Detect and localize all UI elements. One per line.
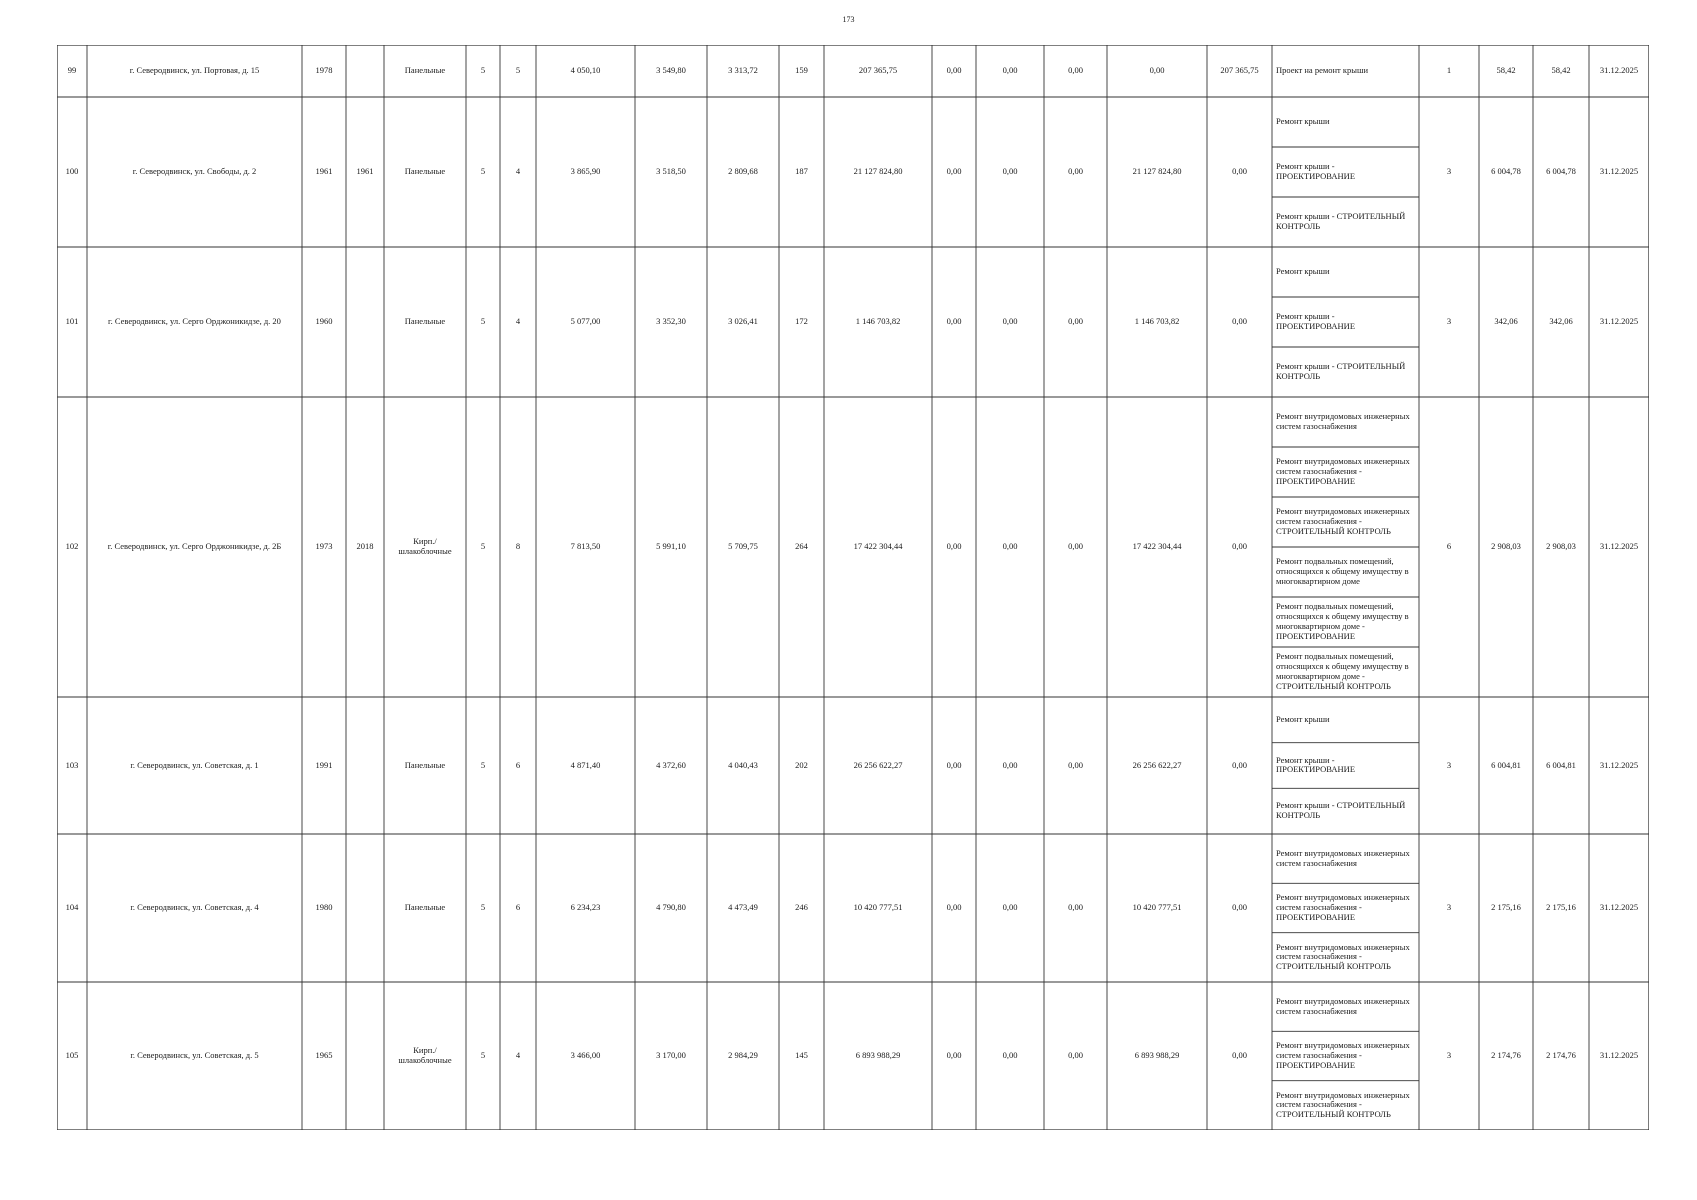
cell-work-item: Ремонт крыши - ПРОЕКТИРОВАНИЕ bbox=[1276, 161, 1356, 181]
cell-limit-cost: 58,42 bbox=[1551, 65, 1571, 76]
cell-area-total: 3 865,90 bbox=[570, 166, 601, 177]
cell-fund1: 0,00 bbox=[946, 1050, 962, 1061]
cell-unit-cost: 6 004,81 bbox=[1491, 759, 1521, 770]
cell-work-item: Ремонт внутридомовых инженерных систем газоснабжения - СТРОИТЕЛЬНЫЙ КОНТРОЛЬ bbox=[1276, 506, 1410, 536]
cell-work-item: Ремонт внутридомовых инженерных систем газоснабжения - ПРОЕКТИРОВАНИЕ bbox=[1276, 892, 1410, 922]
cell-year-built: 1961 bbox=[315, 166, 333, 177]
cell-address: г. Северодвинск, ул. Серго Орджоникидзе, д. 2Б bbox=[107, 541, 282, 552]
cell-fund4: 10 420 777,51 bbox=[1132, 902, 1182, 913]
cell-floors: 5 bbox=[480, 541, 486, 552]
cell-fund5: 207 365,75 bbox=[1220, 65, 1259, 76]
cell-year-built: 1980 bbox=[315, 902, 333, 913]
cell-fund3: 0,00 bbox=[1068, 541, 1083, 552]
cell-floors: 5 bbox=[480, 1050, 486, 1061]
cell-year-built: 1973 bbox=[315, 541, 333, 552]
cell-fund3: 0,00 bbox=[1068, 316, 1083, 327]
cell-area-total: 6 234,23 bbox=[570, 902, 601, 913]
cell-fund1: 0,00 bbox=[946, 166, 962, 177]
cell-fund3: 0,00 bbox=[1068, 166, 1083, 177]
cell-area-total: 5 077,00 bbox=[570, 316, 601, 327]
cell-fund4: 21 127 824,80 bbox=[1132, 166, 1182, 177]
cell-residents: 202 bbox=[795, 759, 808, 770]
cell-work-item: Ремонт внутридомовых инженерных систем газоснабжения bbox=[1276, 411, 1410, 431]
cell-cost-total: 17 422 304,44 bbox=[853, 541, 903, 552]
cell-fund3: 0,00 bbox=[1068, 759, 1083, 770]
cell-year-overhaul bbox=[346, 834, 384, 982]
cell-walls: Панельные bbox=[404, 166, 446, 177]
cell-fund4: 1 146 703,82 bbox=[1134, 316, 1180, 327]
cell-address: г. Северодвинск, ул. Советская, д. 5 bbox=[130, 1050, 259, 1061]
cell-deadline: 31.12.2025 bbox=[1599, 1050, 1639, 1061]
cell-area-total2: 3 549,80 bbox=[656, 65, 686, 76]
cell-fund5: 0,00 bbox=[1232, 759, 1247, 770]
cell-fund3: 0,00 bbox=[1068, 902, 1083, 913]
cell-work-count: 3 bbox=[1446, 902, 1452, 913]
cell-num: 104 bbox=[65, 902, 79, 913]
cell-area-living: 5 709,75 bbox=[728, 541, 758, 552]
cell-num: 105 bbox=[65, 1050, 79, 1061]
cell-work-item: Проект на ремонт крыши bbox=[1276, 65, 1369, 76]
cell-unit-cost: 6 004,78 bbox=[1491, 166, 1521, 177]
cell-residents: 145 bbox=[795, 1050, 808, 1061]
cell-year-overhaul: 1961 bbox=[356, 166, 374, 177]
cell-unit-cost: 2 175,16 bbox=[1491, 902, 1521, 913]
cell-address: г. Северодвинск, ул. Свободы, д. 2 bbox=[132, 166, 257, 177]
cell-deadline: 31.12.2025 bbox=[1599, 316, 1639, 327]
cell-area-total: 7 813,50 bbox=[570, 541, 601, 552]
cell-walls: Панельные bbox=[404, 759, 446, 770]
cell-work-item: Ремонт крыши bbox=[1276, 266, 1330, 277]
cell-year-built: 1978 bbox=[315, 65, 333, 76]
cell-deadline: 31.12.2025 bbox=[1599, 65, 1639, 76]
cell-area-living: 3 026,41 bbox=[728, 316, 758, 327]
cell-area-total2: 5 991,10 bbox=[656, 541, 686, 552]
cell-walls: Панельные bbox=[404, 65, 446, 76]
cell-fund1: 0,00 bbox=[946, 902, 962, 913]
cell-cost-total: 26 256 622,27 bbox=[853, 759, 903, 770]
cell-entrances: 4 bbox=[515, 166, 521, 177]
cell-fund4: 17 422 304,44 bbox=[1132, 541, 1182, 552]
cell-limit-cost: 2 908,03 bbox=[1546, 541, 1576, 552]
cell-area-total2: 3 518,50 bbox=[656, 166, 686, 177]
cell-work-item: Ремонт подвальных помещений, относящихся к общему имуществу в многоквартирном доме bbox=[1276, 556, 1409, 586]
cell-entrances: 6 bbox=[515, 759, 521, 770]
cell-work-item: Ремонт крыши - СТРОИТЕЛЬНЫЙ КОНТРОЛЬ bbox=[1276, 211, 1406, 231]
cell-fund2: 0,00 bbox=[1002, 902, 1018, 913]
capital-repair-table bbox=[57, 45, 1649, 1130]
cell-fund5: 0,00 bbox=[1232, 541, 1247, 552]
cell-fund2: 0,00 bbox=[1002, 316, 1018, 327]
cell-area-living: 2 809,68 bbox=[728, 166, 758, 177]
cell-work-item: Ремонт крыши bbox=[1276, 116, 1330, 127]
cell-cost-total: 6 893 988,29 bbox=[855, 1050, 901, 1061]
cell-num: 100 bbox=[65, 166, 79, 177]
cell-num: 103 bbox=[65, 759, 79, 770]
cell-limit-cost: 342,06 bbox=[1549, 316, 1573, 327]
cell-fund2: 0,00 bbox=[1002, 1050, 1018, 1061]
cell-deadline: 31.12.2025 bbox=[1599, 759, 1639, 770]
cell-walls: Панельные bbox=[404, 316, 446, 327]
cell-work-count: 3 bbox=[1446, 166, 1452, 177]
cell-work-count: 3 bbox=[1446, 1050, 1452, 1061]
cell-area-living: 4 473,49 bbox=[728, 902, 758, 913]
cell-work-item: Ремонт крыши - ПРОЕКТИРОВАНИЕ bbox=[1276, 311, 1356, 331]
cell-area-living: 3 313,72 bbox=[728, 65, 758, 76]
cell-cost-total: 1 146 703,82 bbox=[855, 316, 901, 327]
cell-address: г. Северодвинск, ул. Портовая, д. 15 bbox=[129, 65, 260, 76]
cell-fund4: 0,00 bbox=[1149, 65, 1165, 76]
cell-unit-cost: 2 174,76 bbox=[1491, 1050, 1521, 1061]
cell-address: г. Северодвинск, ул. Советская, д. 4 bbox=[130, 902, 259, 913]
cell-floors: 5 bbox=[480, 65, 486, 76]
cell-floors: 5 bbox=[480, 902, 486, 913]
cell-year-overhaul bbox=[346, 697, 384, 834]
cell-num: 99 bbox=[67, 65, 77, 76]
cell-unit-cost: 342,06 bbox=[1494, 316, 1518, 327]
cell-work-item: Ремонт внутридомовых инженерных систем газоснабжения - ПРОЕКТИРОВАНИЕ bbox=[1276, 1040, 1410, 1070]
cell-work-item: Ремонт крыши - ПРОЕКТИРОВАНИЕ bbox=[1276, 754, 1356, 775]
cell-fund5: 0,00 bbox=[1232, 1050, 1247, 1061]
cell-work-item: Ремонт крыши bbox=[1276, 713, 1330, 724]
cell-fund3: 0,00 bbox=[1068, 1050, 1083, 1061]
page-number: 173 bbox=[842, 15, 855, 24]
cell-work-item: Ремонт крыши - СТРОИТЕЛЬНЫЙ КОНТРОЛЬ bbox=[1276, 800, 1406, 821]
cell-year-overhaul bbox=[346, 247, 384, 397]
cell-entrances: 6 bbox=[515, 902, 521, 913]
cell-fund5: 0,00 bbox=[1232, 316, 1247, 327]
cell-floors: 5 bbox=[480, 316, 486, 327]
cell-cost-total: 207 365,75 bbox=[858, 65, 898, 76]
cell-residents: 187 bbox=[795, 166, 808, 177]
cell-fund2: 0,00 bbox=[1002, 541, 1018, 552]
cell-work-count: 6 bbox=[1446, 541, 1452, 552]
cell-work-item: Ремонт внутридомовых инженерных систем газоснабжения - СТРОИТЕЛЬНЫЙ КОНТРОЛЬ bbox=[1276, 1089, 1410, 1120]
cell-num: 101 bbox=[65, 316, 79, 327]
cell-year-overhaul bbox=[346, 45, 384, 97]
cell-limit-cost: 2 175,16 bbox=[1546, 902, 1576, 913]
cell-walls: Кирп./ шлакоблочные bbox=[398, 1045, 452, 1065]
cell-work-item: Ремонт подвальных помещений, относящихся к общему имуществу в многоквартирном доме - СТРОИТЕЛЬНЫЙ КОНТРОЛЬ bbox=[1276, 651, 1409, 691]
cell-work-count: 3 bbox=[1446, 316, 1452, 327]
cell-num: 102 bbox=[65, 541, 79, 552]
cell-residents: 172 bbox=[795, 316, 808, 327]
cell-fund2: 0,00 bbox=[1002, 65, 1018, 76]
cell-area-living: 2 984,29 bbox=[728, 1050, 758, 1061]
cell-deadline: 31.12.2025 bbox=[1599, 166, 1639, 177]
cell-cost-total: 21 127 824,80 bbox=[853, 166, 903, 177]
cell-work-item: Ремонт внутридомовых инженерных систем газоснабжения bbox=[1276, 847, 1410, 868]
cell-address: г. Северодвинск, ул. Серго Орджоникидзе, д. 20 bbox=[108, 316, 281, 327]
cell-fund2: 0,00 bbox=[1002, 759, 1018, 770]
cell-deadline: 31.12.2025 bbox=[1599, 541, 1639, 552]
cell-area-total: 3 466,00 bbox=[570, 1050, 601, 1061]
cell-area-total2: 3 170,00 bbox=[656, 1050, 686, 1061]
cell-floors: 5 bbox=[480, 759, 486, 770]
cell-year-built: 1960 bbox=[315, 316, 333, 327]
cell-fund3: 0,00 bbox=[1068, 65, 1083, 76]
cell-year-overhaul bbox=[346, 982, 384, 1130]
cell-limit-cost: 2 174,76 bbox=[1546, 1050, 1576, 1061]
cell-residents: 264 bbox=[795, 541, 808, 552]
cell-walls: Панельные bbox=[404, 902, 446, 913]
cell-entrances: 5 bbox=[515, 65, 521, 76]
cell-area-living: 4 040,43 bbox=[728, 759, 758, 770]
cell-fund1: 0,00 bbox=[946, 316, 962, 327]
cell-work-item: Ремонт внутридомовых инженерных систем газоснабжения - ПРОЕКТИРОВАНИЕ bbox=[1276, 456, 1410, 486]
cell-fund5: 0,00 bbox=[1232, 902, 1247, 913]
cell-cost-total: 10 420 777,51 bbox=[853, 902, 903, 913]
cell-area-total: 4 871,40 bbox=[570, 759, 601, 770]
cell-deadline: 31.12.2025 bbox=[1599, 902, 1639, 913]
cell-address: г. Северодвинск, ул. Советская, д. 1 bbox=[130, 759, 259, 770]
cell-area-total2: 4 790,80 bbox=[656, 902, 686, 913]
cell-work-item: Ремонт внутридомовых инженерных систем газоснабжения - СТРОИТЕЛЬНЫЙ КОНТРОЛЬ bbox=[1276, 941, 1410, 972]
cell-unit-cost: 2 908,03 bbox=[1491, 541, 1521, 552]
cell-year-overhaul: 2018 bbox=[356, 541, 374, 552]
cell-entrances: 4 bbox=[515, 1050, 521, 1061]
cell-entrances: 8 bbox=[515, 541, 521, 552]
cell-area-total2: 3 352,30 bbox=[656, 316, 686, 327]
cell-limit-cost: 6 004,78 bbox=[1546, 166, 1576, 177]
cell-fund1: 0,00 bbox=[946, 541, 962, 552]
cell-area-total2: 4 372,60 bbox=[656, 759, 686, 770]
cell-walls: Кирп./ шлакоблочные bbox=[398, 536, 452, 556]
cell-entrances: 4 bbox=[515, 316, 521, 327]
cell-residents: 159 bbox=[795, 65, 808, 76]
cell-unit-cost: 58,42 bbox=[1496, 65, 1516, 76]
cell-residents: 246 bbox=[795, 902, 808, 913]
cell-work-item: Ремонт внутридомовых инженерных систем газоснабжения bbox=[1276, 995, 1410, 1016]
cell-fund1: 0,00 bbox=[946, 65, 962, 76]
cell-work-item: Ремонт подвальных помещений, относящихся к общему имуществу в многоквартирном доме - ПРОЕКТИРОВАНИЕ bbox=[1276, 601, 1409, 641]
cell-floors: 5 bbox=[480, 166, 486, 177]
cell-fund4: 26 256 622,27 bbox=[1132, 759, 1182, 770]
cell-fund4: 6 893 988,29 bbox=[1134, 1050, 1180, 1061]
cell-fund1: 0,00 bbox=[946, 759, 962, 770]
cell-fund5: 0,00 bbox=[1232, 166, 1247, 177]
cell-limit-cost: 6 004,81 bbox=[1546, 759, 1576, 770]
cell-work-count: 1 bbox=[1446, 65, 1452, 76]
cell-year-built: 1965 bbox=[315, 1050, 333, 1061]
cell-year-built: 1991 bbox=[315, 759, 333, 770]
cell-fund2: 0,00 bbox=[1002, 166, 1018, 177]
cell-work-count: 3 bbox=[1446, 759, 1452, 770]
cell-work-item: Ремонт крыши - СТРОИТЕЛЬНЫЙ КОНТРОЛЬ bbox=[1276, 361, 1406, 381]
cell-area-total: 4 050,10 bbox=[570, 65, 601, 76]
